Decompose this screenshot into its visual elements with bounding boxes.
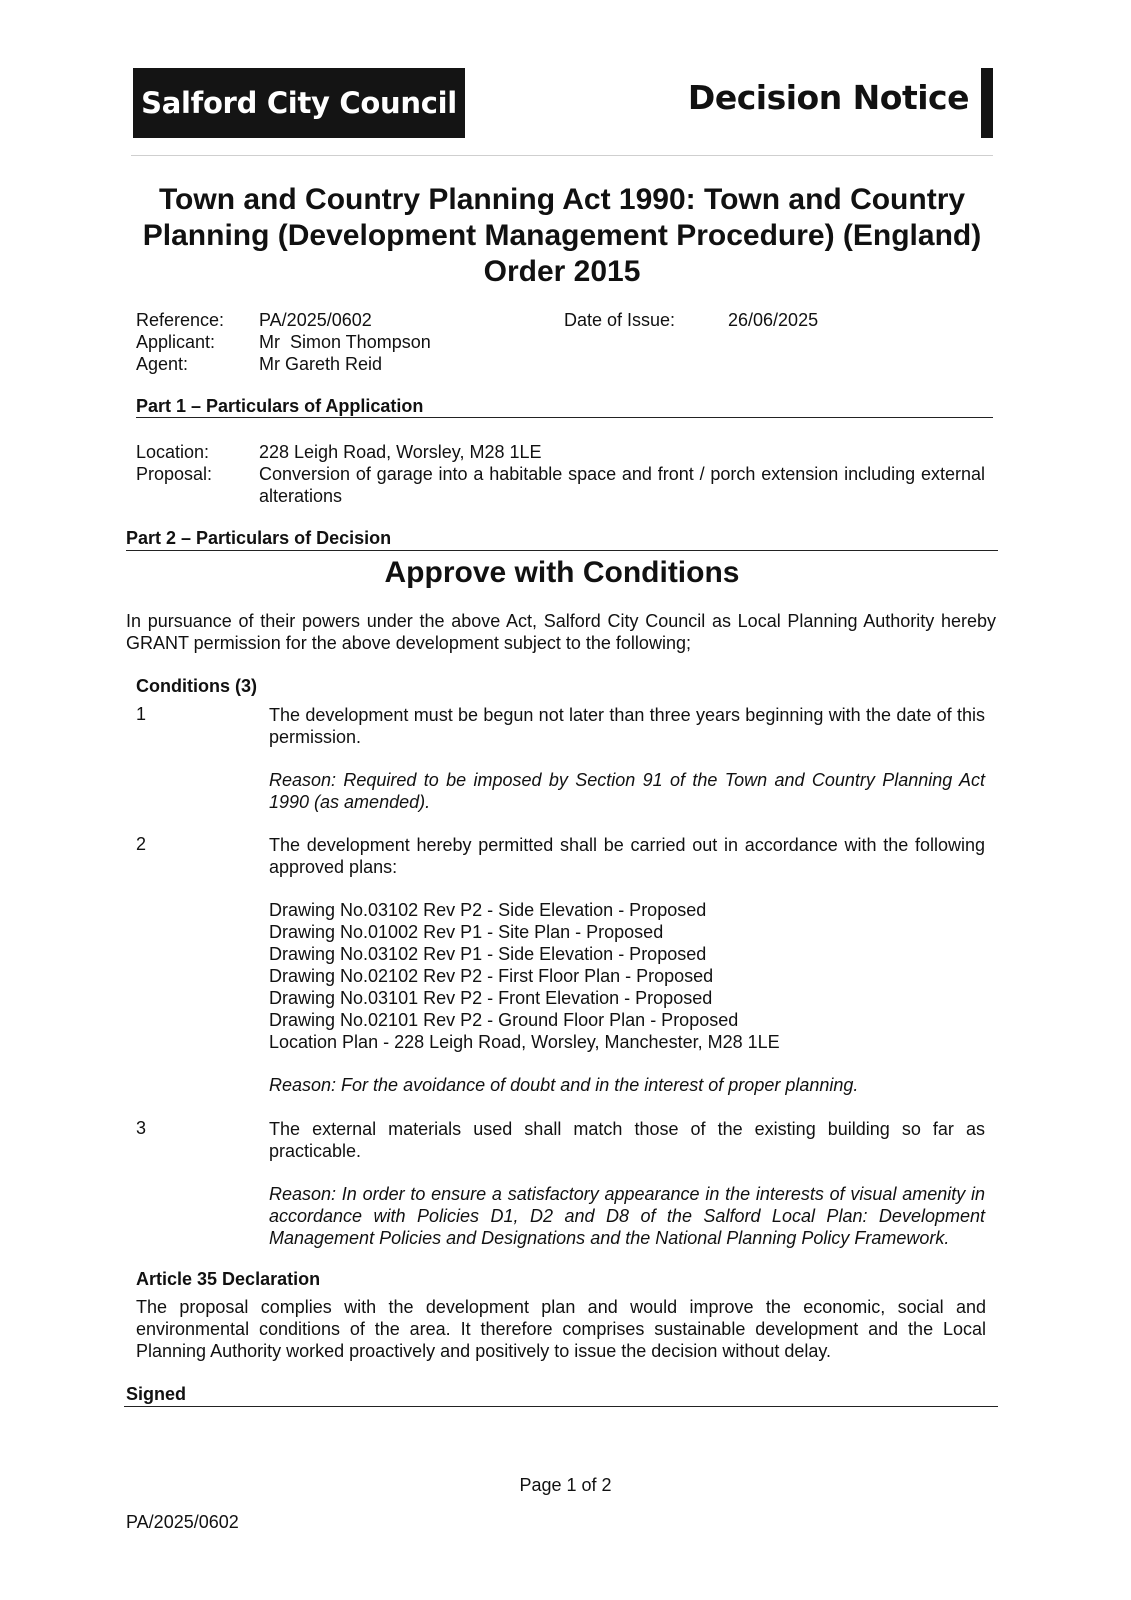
condition-number: 3 bbox=[136, 1118, 147, 1138]
grant-intro: In pursuance of their powers under the above Act, Salford City Council as Local Planning Authority hereby GRANT permission for the above development subject to the following; bbox=[126, 611, 996, 653]
approved-plans-list bbox=[269, 899, 780, 1053]
date-value: 26/06/2025 bbox=[728, 310, 819, 330]
part1-heading: Part 1 – Particulars of Application bbox=[136, 396, 424, 416]
plan-item: Drawing No.03102 Rev P1 - Side Elevation - Proposed bbox=[269, 944, 707, 964]
condition-reason: Reason: Required to be imposed by Section 91 of the Town and Country Planning Act 1990 (as amended). bbox=[269, 770, 985, 812]
plan-item: Location Plan - 228 Leigh Road, Worsley, Manchester, M28 1LE bbox=[269, 1032, 780, 1052]
plan-item: Drawing No.02101 Rev P2 - Ground Floor Plan - Proposed bbox=[269, 1010, 739, 1030]
decision-title: Approve with Conditions bbox=[384, 556, 740, 589]
part2-heading: Part 2 – Particulars of Decision bbox=[126, 528, 392, 548]
notice-title: Decision Notice bbox=[687, 78, 969, 117]
part1-rule bbox=[136, 417, 993, 418]
date-label: Date of Issue: bbox=[564, 310, 676, 330]
article35-heading: Article 35 Declaration bbox=[136, 1269, 321, 1289]
page-number: Page 1 of 2 bbox=[519, 1475, 612, 1495]
conditions-heading: Conditions (3) bbox=[136, 676, 257, 696]
title-accent-bar bbox=[981, 68, 993, 138]
article35-text: The proposal complies with the development plan and would improve the economic, social and environmental conditions of the area. It therefore comprises sustainable development and the Local Planning Authority worked proactively and positively to issue the decision without delay. bbox=[136, 1297, 986, 1361]
agent-label: Agent: bbox=[136, 354, 189, 374]
proposal-value: Conversion of garage into a habitable space and front / porch extension including external alterations bbox=[259, 464, 985, 506]
condition-number: 2 bbox=[136, 834, 147, 854]
reference-value: PA/2025/0602 bbox=[259, 310, 372, 330]
location-label: Location: bbox=[136, 442, 210, 462]
signed-label: Signed bbox=[126, 1384, 187, 1404]
condition-reason: Reason: In order to ensure a satisfactory appearance in the interests of visual amenity in accordance with Policies D1, D2 and D8 of the Salford Local Plan: Development Management Policies and Designations and the National Planning Policy Framework. bbox=[269, 1184, 985, 1248]
location-value: 228 Leigh Road, Worsley, M28 1LE bbox=[259, 442, 542, 462]
part2-rule bbox=[126, 550, 998, 551]
reference-label: Reference: bbox=[136, 310, 225, 330]
act-title: Town and Country Planning Act 1990: Town and Country Planning (Development Management Procedure) (England) Order 2015 bbox=[142, 183, 982, 288]
condition-text: The development must be begun not later than three years beginning with the date of this permission. bbox=[269, 705, 985, 747]
condition-text: The development hereby permitted shall be carried out in accordance with the following approved plans: bbox=[269, 835, 985, 877]
agent-value: Mr Gareth Reid bbox=[259, 354, 383, 374]
council-logo: Salford City Council bbox=[133, 68, 465, 138]
plan-item: Drawing No.03101 Rev P2 - Front Elevation - Proposed bbox=[269, 988, 713, 1008]
condition-text: The external materials used shall match those of the existing building so far as practicable. bbox=[269, 1119, 985, 1161]
applicant-label: Applicant: bbox=[136, 332, 216, 352]
applicant-value: Mr Simon Thompson bbox=[259, 332, 431, 352]
footer-reference: PA/2025/0602 bbox=[126, 1512, 239, 1532]
plan-item: Drawing No.03102 Rev P2 - Side Elevation - Proposed bbox=[269, 900, 707, 920]
proposal-label: Proposal: bbox=[136, 464, 213, 484]
plan-item: Drawing No.01002 Rev P1 - Site Plan - Proposed bbox=[269, 922, 664, 942]
signed-rule bbox=[124, 1406, 998, 1407]
condition-number: 1 bbox=[136, 704, 147, 724]
condition-reason: Reason: For the avoidance of doubt and in the interest of proper planning. bbox=[269, 1075, 859, 1095]
header-divider bbox=[131, 155, 993, 156]
plan-item: Drawing No.02102 Rev P2 - First Floor Plan - Proposed bbox=[269, 966, 714, 986]
